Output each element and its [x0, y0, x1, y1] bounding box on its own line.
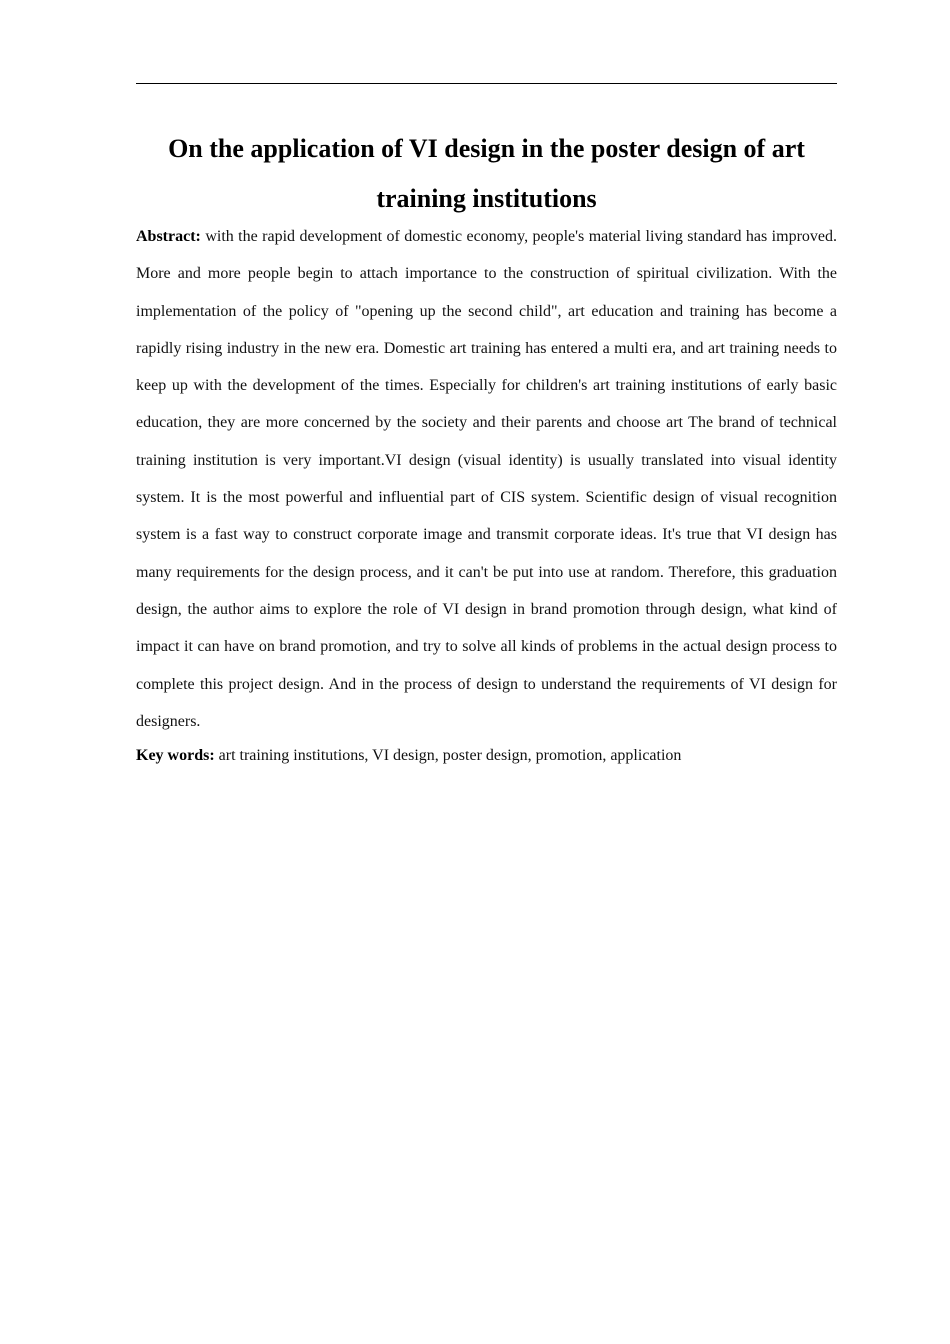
abstract-label: Abstract:: [136, 228, 201, 245]
keywords-paragraph: [136, 742, 837, 770]
abstract-text: with the rapid development of domestic economy, people's material living standard has improved. More and more people begin to attach importance to the construction of spiritual civilization. With the implementation of the policy of "opening up the second child", art education and training has become a rapidly rising industry in the new era. Domestic art training has entered a multi era, and art training needs to keep up with the development of the times. Especially for children's art training institutions of early basic education, they are more concerned by the society and their parents and choose art The brand of technical training institution is very important.VI design (visual identity) is usually translated into visual identity system. It is the most powerful and influential part of CIS system. Scientific design of visual recognition system is a fast way to construct corporate image and transmit corporate ideas. It's true that VI design has many requirements for the design process, and it can't be put into use at random. Therefore, this graduation design, the author aims to explore the role of VI design in brand promotion through design, what kind of impact it can have on brand promotion, and try to solve all kinds of problems in the actual design process to complete this project design. And in the process of design to understand the requirements of VI design for designers.: [136, 228, 838, 730]
header-rule: [136, 83, 837, 84]
keywords-text: art training institutions, VI design, poster design, promotion, application: [218, 747, 682, 764]
abstract-paragraph: [136, 218, 837, 740]
keywords-label: Key words:: [136, 747, 215, 764]
document-title: On the application of VI design in the poster design of art training institutions: [168, 134, 805, 213]
